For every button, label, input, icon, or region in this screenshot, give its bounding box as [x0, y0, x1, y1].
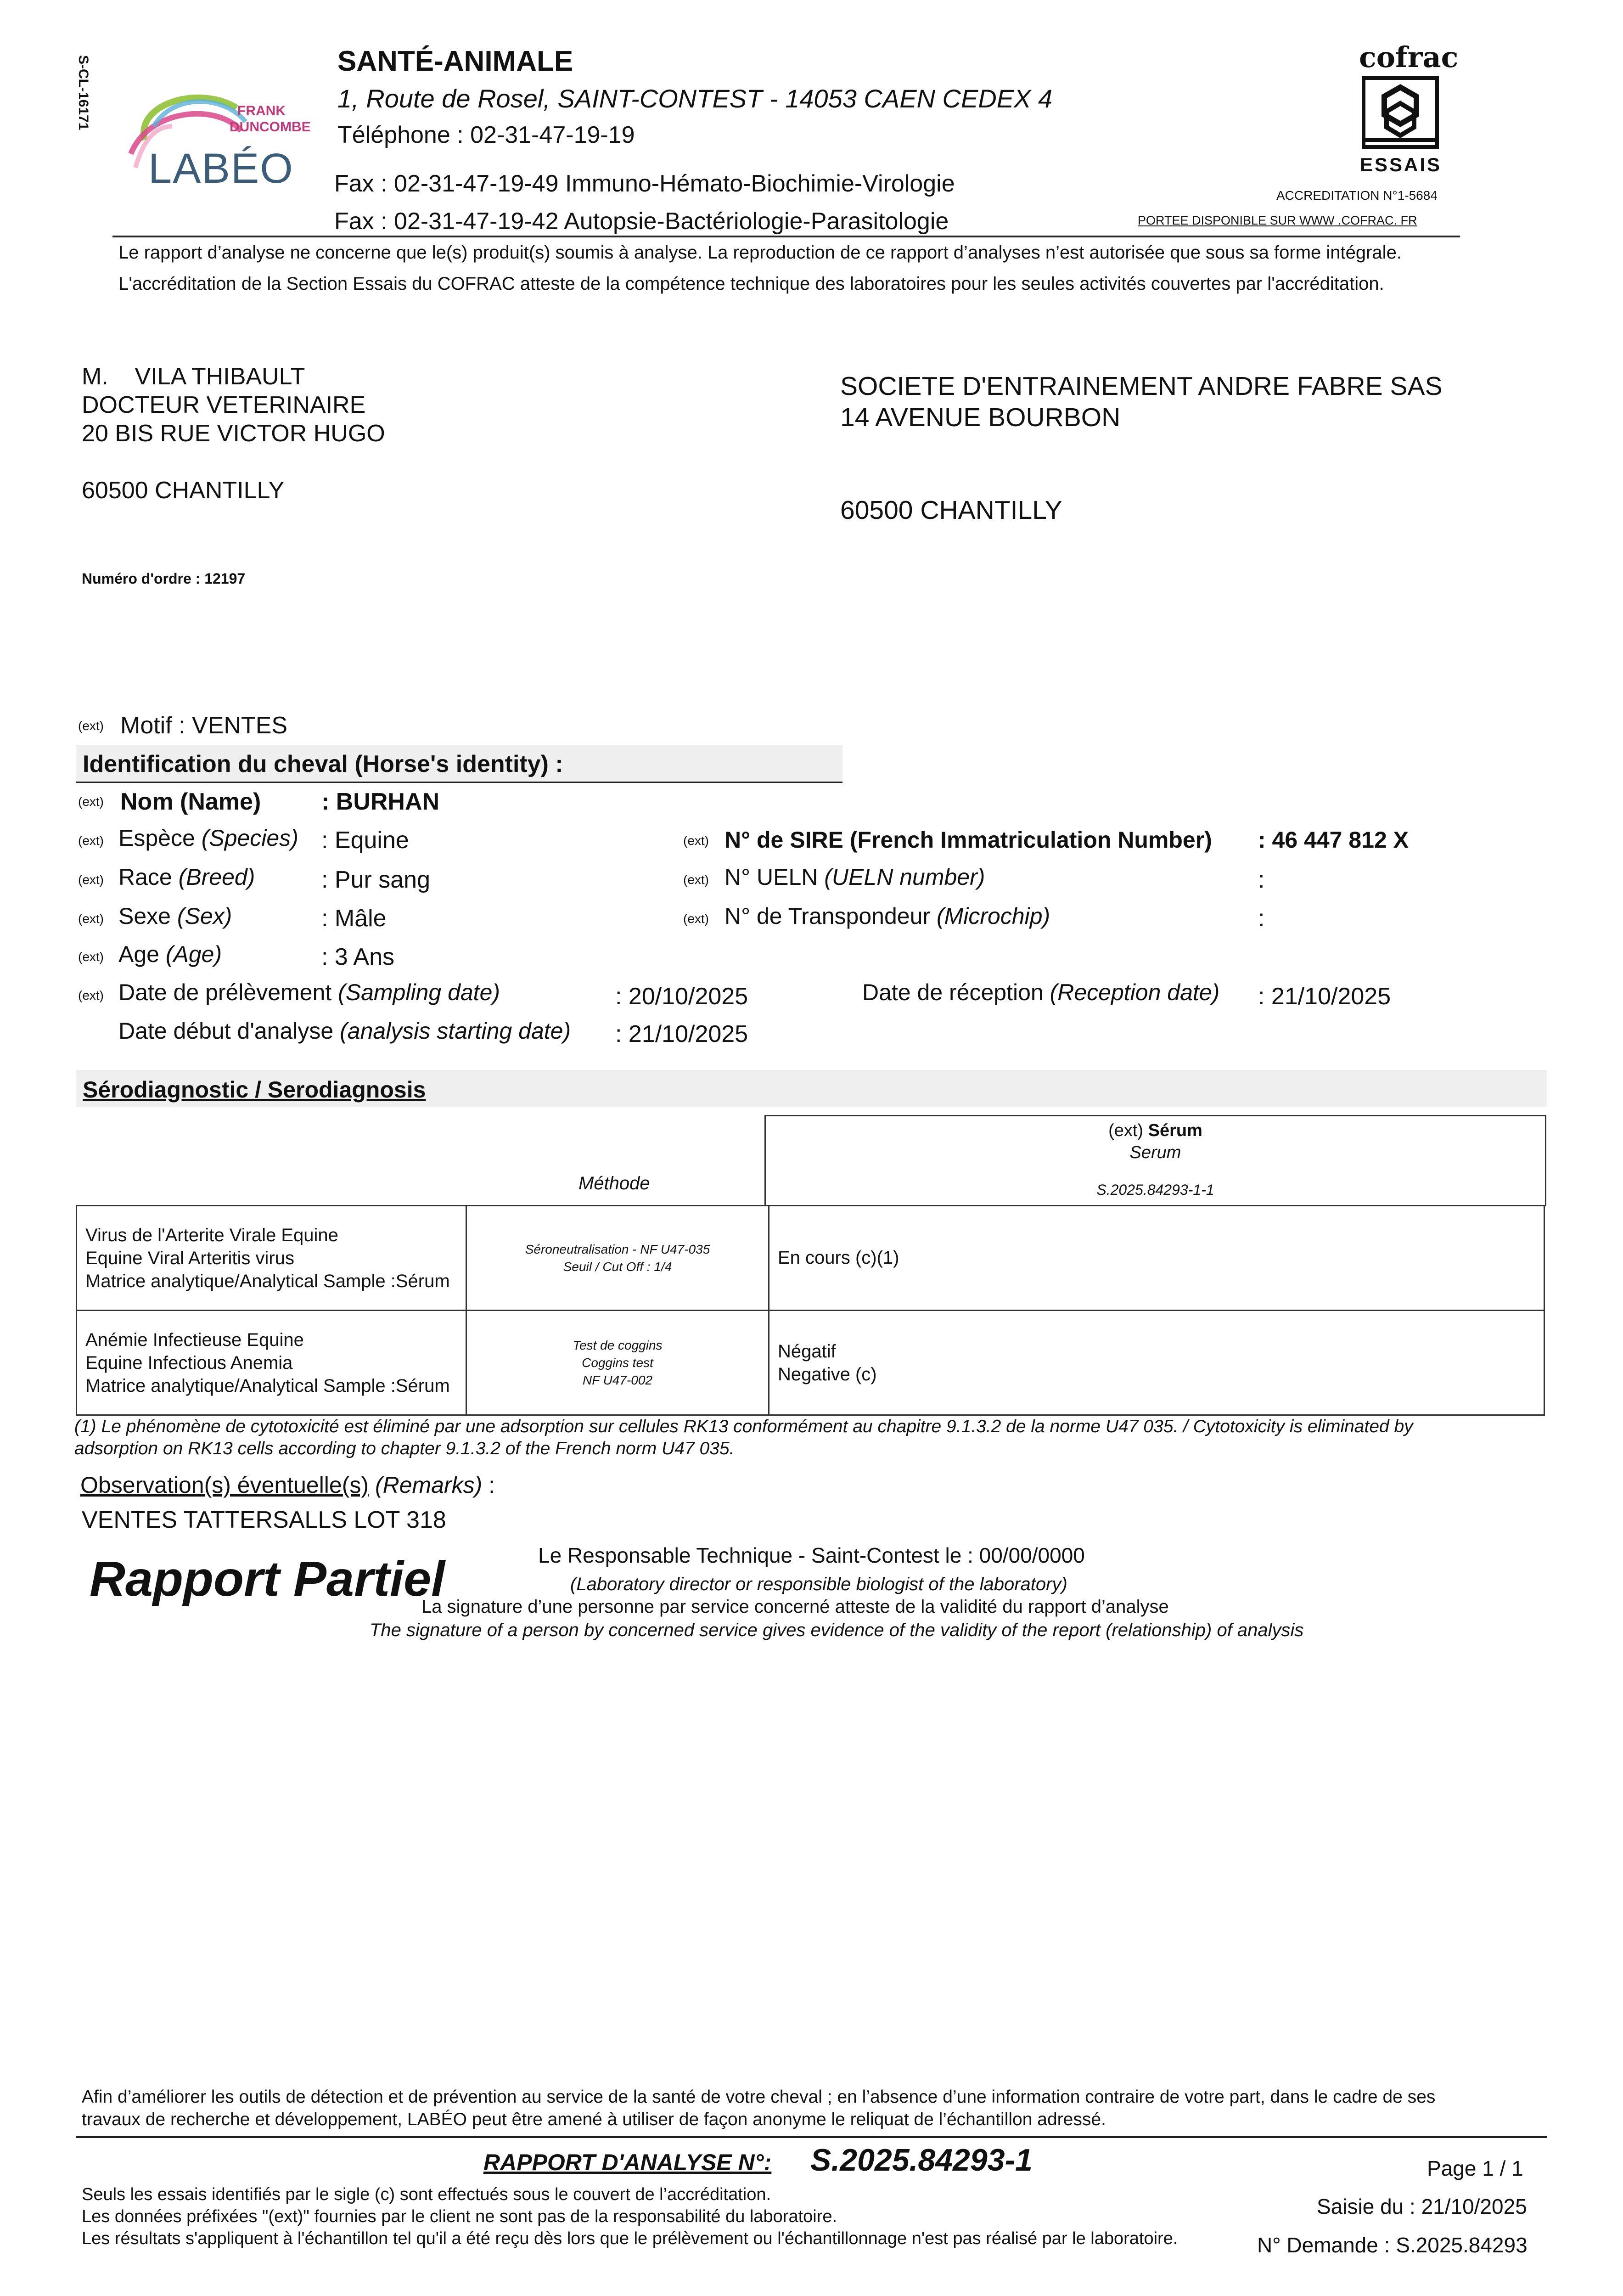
result-line: Négatif [778, 1341, 836, 1362]
ext-tag: (ext) [78, 988, 104, 1002]
lab-fax-2: Fax : 02-31-47-19-42 Autopsie-Bactériologie-Parasitologie [334, 208, 949, 235]
analyte-cell [77, 1206, 466, 1311]
disclaimer-line-1: Le rapport d’analyse ne concerne que le(s) produit(s) soumis à analyse. La reproduction de ce rapport d’analyses n’est autorisée que sous sa forme intégrale. [118, 242, 1402, 263]
method-line: Séroneutralisation - NF U47-035 [525, 1242, 710, 1256]
owner-name: SOCIETE D'ENTRAINEMENT ANDRE FABRE SAS [840, 371, 1443, 401]
signature-line-4: The signature of a person by concerned service gives evidence of the validity of the report (relationship) of analysis [370, 1620, 1304, 1640]
sire-value: : 46 447 812 X [1258, 827, 1409, 853]
table-row [77, 1206, 1544, 1311]
method-line: NF U47-002 [582, 1373, 652, 1387]
transponder-value: : [1258, 905, 1265, 932]
signature-line-1: Le Responsable Technique - Saint-Contest le : 00/00/0000 [538, 1543, 1085, 1567]
research-note-line-2: travaux de recherche et développement, LABÉO peut être amené à utiliser de façon anonyme le reliquat de l’échantillon adressé. [82, 2110, 1106, 2129]
analyte-name-en: Equine Viral Arteritis virus [85, 1248, 294, 1268]
owner-street: 14 AVENUE BOURBON [840, 403, 1121, 432]
footer-note-3: Les résultats s'appliquent à l'échantillon tel qu'il a été reçu dès lors que le prélèvement ou l'échantillonnage n'est pas réalisé par le laboratoire. [82, 2229, 1178, 2248]
recipient-name: M. VILA THIBAULT [82, 363, 305, 390]
order-number: Numéro d'ordre : 12197 [82, 570, 246, 587]
logo-labeo: LABÉO [148, 145, 294, 192]
ext-tag: (ext) [78, 912, 104, 926]
transponder-label: N° de Transpondeur (Microchip) [724, 903, 1050, 929]
signature-line-3: La signature d’une personne par service concerné atteste de la validité du rapport d’analyse [421, 1597, 1169, 1617]
cofrac-essais-label: ESSAIS [1360, 154, 1442, 175]
result-line: En cours (c)(1) [778, 1248, 899, 1268]
serodiagnosis-title: Sérodiagnostic / Serodiagnosis [83, 1077, 426, 1103]
ext-tag: (ext) [683, 912, 709, 926]
species-value: : Equine [321, 827, 409, 854]
result-cell [769, 1311, 1544, 1415]
method-cell [466, 1311, 769, 1415]
ext-tag: (ext) [683, 833, 709, 848]
lab-phone: Téléphone : 02-31-47-19-19 [337, 122, 635, 148]
sample-id: S.2025.84293-1-1 [1096, 1182, 1214, 1198]
cofrac-accreditation: ACCREDITATION N°1-5684 [1276, 188, 1438, 203]
table-row [77, 1311, 1544, 1415]
lab-name: SANTÉ-ANIMALE [337, 45, 573, 77]
breed-label: Race (Breed) [118, 864, 255, 890]
horse-name-label: Nom (Name) [120, 788, 261, 815]
analyte-cell [77, 1311, 466, 1415]
ext-tag: (ext) [78, 794, 104, 809]
sampling-date-value: : 20/10/2025 [615, 983, 748, 1010]
remarks-text: VENTES TATTERSALLS LOT 318 [82, 1507, 446, 1533]
sire-label: N° de SIRE (French Immatriculation Number) [724, 827, 1212, 853]
sampling-date-label: Date de prélèvement (Sampling date) [118, 979, 500, 1005]
disclaimer-line-2: L'accréditation de la Section Essais du COFRAC atteste de la compétence technique des laboratoires pour les seules activités couvertes par l'accréditation. [118, 274, 1384, 294]
header-divider [112, 236, 1460, 237]
remarks-label: Observation(s) éventuelle(s) (Remarks) : [80, 1472, 495, 1498]
report-number-label: RAPPORT D'ANALYSE N°: [483, 2150, 772, 2175]
sample-header: (ext) Sérum [1108, 1121, 1202, 1140]
lab-fax-1: Fax : 02-31-47-19-49 Immuno-Hémato-Biochimie-Virologie [334, 170, 955, 197]
footer-note-2: Les données préfixées "(ext)" fournies par le client ne sont pas de la responsabilité du laboratoire. [82, 2207, 837, 2226]
report-status: Rapport Partiel [90, 1551, 445, 1606]
sex-value: : Mâle [321, 905, 387, 932]
analyte-matrix: Matrice analytique/Analytical Sample :Sérum [85, 1271, 450, 1291]
result-cell [769, 1206, 1544, 1311]
research-note-line-1: Afin d’améliorer les outils de détection et de prévention au service de la santé de votre cheval ; en l’absence d’une information contraire de votre part, dans le cadre de ses [82, 2087, 1436, 2107]
result-line: Negative (c) [778, 1364, 877, 1384]
margin-code: S-CL-16171 [76, 55, 91, 130]
entry-date: Saisie du : 21/10/2025 [1317, 2195, 1527, 2218]
identity-section-title: Identification du cheval (Horse's identity) : [83, 751, 563, 777]
analyte-name-fr: Virus de l'Arterite Virale Equine [85, 1225, 338, 1245]
recipient-title: DOCTEUR VETERINAIRE [82, 392, 366, 418]
ext-tag: (ext) [683, 872, 709, 887]
analyte-matrix: Matrice analytique/Analytical Sample :Sérum [85, 1375, 450, 1396]
footer-divider [76, 2136, 1547, 2138]
sex-label: Sexe (Sex) [118, 903, 232, 929]
page-number: Page 1 / 1 [1427, 2156, 1523, 2180]
cofrac-scope: PORTEE DISPONIBLE SUR WWW .COFRAC. FR [1138, 214, 1417, 227]
method-line: Test de coggins [573, 1338, 663, 1352]
method-line: Coggins test [582, 1355, 653, 1370]
signature-line-2: (Laboratory director or responsible biologist of the laboratory) [570, 1574, 1067, 1594]
recipient-street: 20 BIS RUE VICTOR HUGO [82, 420, 385, 447]
footnote-line-1: (1) Le phénomène de cytotoxicité est éliminé par une adsorption sur cellules RK13 conformément au chapitre 9.1.3.2 de la norme U47 035. / Cytotoxicity is eliminated by [74, 1417, 1413, 1436]
ext-tag: (ext) [78, 872, 104, 887]
request-number: N° Demande : S.2025.84293 [1257, 2233, 1528, 2257]
age-value: : 3 Ans [321, 944, 394, 970]
analyte-name-fr: Anémie Infectieuse Equine [85, 1329, 304, 1350]
ueln-value: : [1258, 867, 1265, 893]
reception-date-value: : 21/10/2025 [1258, 983, 1391, 1010]
motif: Motif : VENTES [120, 712, 288, 739]
sample-header-en: Serum [1129, 1143, 1181, 1162]
analysis-start-label: Date début d'analyse (analysis starting date) [118, 1018, 571, 1044]
ueln-label: N° UELN (UELN number) [724, 864, 985, 890]
breed-value: : Pur sang [321, 867, 431, 893]
method-cell [466, 1206, 769, 1311]
logo-frank: FRANK [237, 103, 286, 118]
analyte-name-en: Equine Infectious Anemia [85, 1352, 293, 1373]
owner-city: 60500 CHANTILLY [840, 495, 1062, 525]
ext-tag: (ext) [78, 719, 104, 733]
identity-underline [76, 782, 842, 783]
labeo-logo [117, 76, 319, 195]
sample-header-box [764, 1115, 1546, 1206]
footer-note-1: Seuls les essais identifiés par le sigle (c) sont effectués sous le couvert de l’accréditation. [82, 2185, 771, 2204]
cofrac-brand: cofrac [1359, 40, 1459, 74]
results-table [76, 1205, 1545, 1416]
recipient-city: 60500 CHANTILLY [82, 477, 285, 504]
horse-name-value: : BURHAN [321, 788, 440, 815]
logo-duncombe: DUNCOMBE [230, 119, 311, 135]
ext-tag: (ext) [78, 950, 104, 964]
report-number: S.2025.84293-1 [810, 2143, 1033, 2178]
lab-address: 1, Route de Rosel, SAINT-CONTEST - 14053 CAEN CEDEX 4 [337, 84, 1053, 113]
footnote-line-2: adsorption on RK13 cells according to chapter 9.1.3.2 of the French norm U47 035. [74, 1439, 735, 1458]
reception-date-label: Date de réception (Reception date) [862, 979, 1220, 1005]
species-label: Espèce (Species) [118, 825, 298, 851]
method-line: Seuil / Cut Off : 1/4 [563, 1259, 672, 1274]
ext-tag: (ext) [78, 833, 104, 848]
cofrac-essais-icon [1361, 76, 1439, 149]
method-header: Méthode [578, 1173, 650, 1193]
age-label: Age (Age) [118, 941, 222, 967]
analysis-start-value: : 21/10/2025 [615, 1021, 748, 1047]
